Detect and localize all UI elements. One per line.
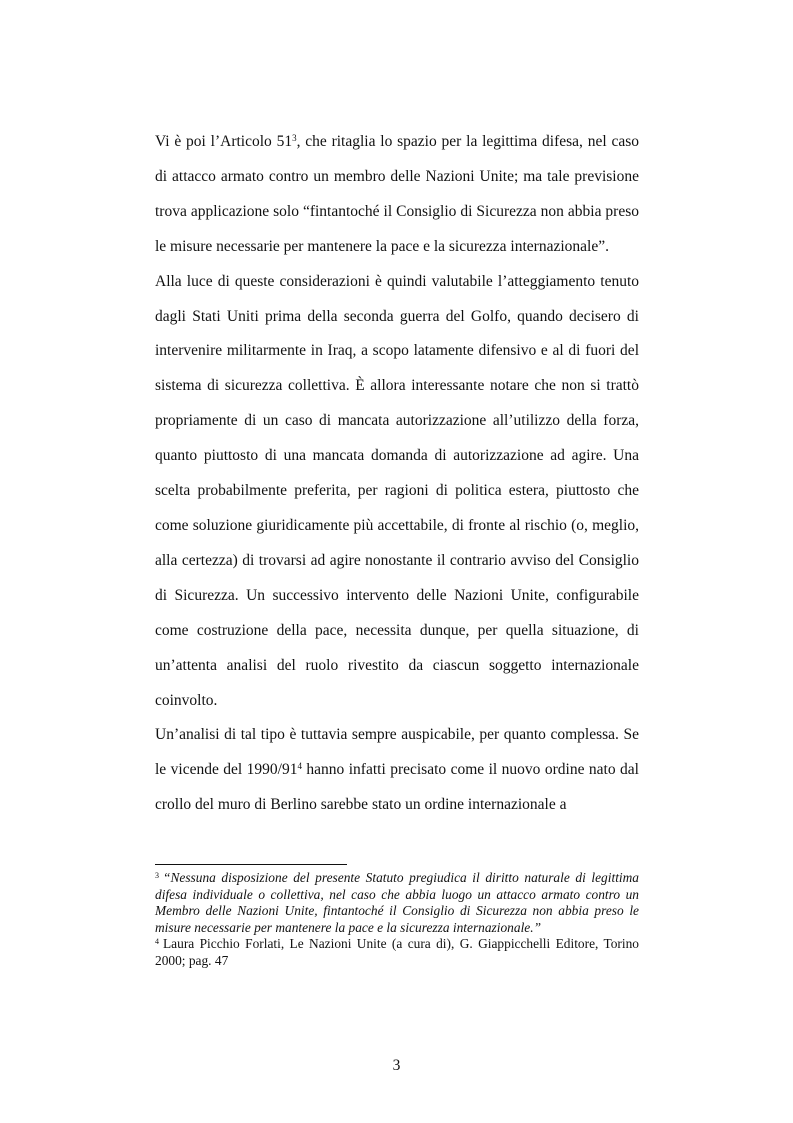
footnote-3 bbox=[155, 870, 639, 936]
footnote-text: “Nessuna disposizione del presente Statuto pregiudica il diritto naturale di legittima difesa individuale o collettiva, nel caso che abbia luogo un attacco armato contro un Membro delle Nazioni Unite, fintantoché il Consiglio di Sicurezza non abbia preso le misure necessarie per mantenere la pace e la sicurezza internazionale.” bbox=[155, 870, 639, 935]
footnote-separator bbox=[155, 864, 347, 865]
footnotes bbox=[155, 870, 639, 970]
footnote-4 bbox=[155, 936, 639, 969]
paragraph-text: Vi è poi l’Articolo 51 bbox=[155, 133, 293, 150]
footnote-text: Laura Picchio Forlati, Le Nazioni Unite (a cura di), G. Giappicchelli Editore, Torino 2000; pag. 47 bbox=[155, 936, 639, 968]
page-number: 3 bbox=[392, 1057, 401, 1074]
footnote-mark: 4 bbox=[155, 937, 159, 947]
main-text bbox=[155, 125, 639, 823]
footnote-ref-3[interactable]: 3 bbox=[292, 133, 297, 143]
paragraph-article-51 bbox=[155, 125, 639, 265]
footnote-ref-4[interactable]: 4 bbox=[297, 761, 302, 772]
footnote-mark: 3 bbox=[155, 871, 159, 880]
paragraph-text: hanno infatti precisato come il nuovo ordine nato dal crollo del muro di Berlino sarebbe stato un ordine internazionale a bbox=[155, 761, 639, 814]
paragraph-analysis bbox=[155, 718, 639, 823]
paragraph-text: Un’analisi di tal tipo è tuttavia sempre auspicabile, per quanto complessa. Se le vicende del 1990/91 bbox=[155, 726, 639, 779]
paragraph-text: , che ritaglia lo spazio per la legittima difesa, nel caso di attacco armato contro un membro delle Nazioni Unite; ma tale previsione trova applicazione solo “fintantoché il Consiglio di Sicurezza non abbia preso le misure necessarie per mantenere la pace e la sicurezza internazionale”. bbox=[155, 133, 639, 255]
paragraph-usa-iraq: Alla luce di queste considerazioni è quindi valutabile l’atteggiamento tenuto dagli Stati Uniti prima della seconda guerra del Golfo, quando decisero di intervenire militarmente in Iraq, a scopo latamente difensivo e al di fuori del sistema di sicurezza collettiva. È allora interessante notare che non si trattò propriamente di un caso di mancata autorizzazione all’utilizzo della forza, quanto piuttosto di una mancata domanda di autorizzazione ad agire. Una scelta probabilmente preferita, per ragioni di politica estera, piuttosto che come soluzione giuridicamente più accettabile, di fronte al rischio (o, meglio, alla certezza) di trovarsi ad agire nonostante il contrario avviso del Consiglio di Sicurezza. Un successivo intervento delle Nazioni Unite, configurabile come costruzione della pace, necessita dunque, per quella situazione, di un’attenta analisi del ruolo rivestito da ciascun soggetto internazionale coinvolto. bbox=[155, 272, 639, 709]
